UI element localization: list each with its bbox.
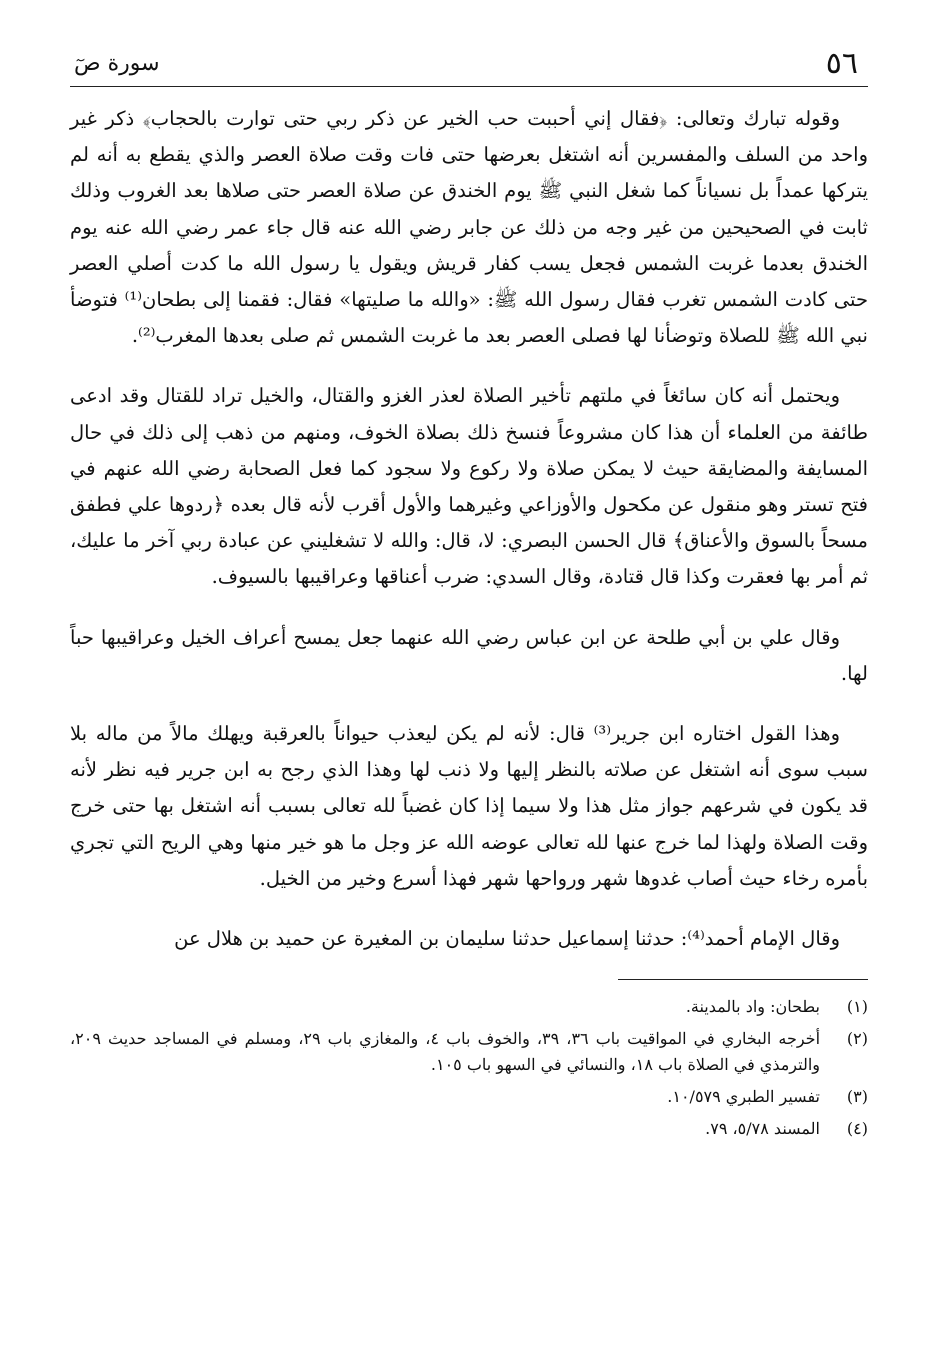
book-page [70, 40, 868, 1340]
main-text [70, 101, 868, 957]
footnote-text: المسند ٥/٧٨، ٧٩. [705, 1119, 820, 1139]
paragraph-5: وقال الإمام أحمد⁽⁴⁾: حدثنا إسماعيل حدثنا سليمان بن المغيرة عن حميد بن هلال عن [174, 927, 840, 951]
page-header [70, 40, 868, 87]
footnote-3 [70, 1084, 868, 1110]
page-number: ٥٦ [825, 46, 858, 81]
footnotes [70, 994, 868, 1142]
paragraph-4: وهذا القول اختاره ابن جرير⁽³⁾ قال: لأنه لم يكن ليعذب حيواناً بالعرقبة ويهلك مالاً من ماله بلا سبب سوى أنه اشتغل عن صلاته بالنظر إليها ولا ذنب لها وهذا الذي رجح به ابن جرير فيه نظر لأنه قد يكون في شرعهم جواز مثل هذا ولا سيما إذا كان غضباً لله تعالى بسبب أنه اشتغل بها حتى خرج وقت الصلاة ولهذا لما خرج عنها لله تعالى عوضه الله عز وجل ما هو خير منها وهي الريح التي تجري بأمره رخاء حيث أصاب غدوها شهر ورواحها شهر فهذا أسرع وخير من الخيل. [70, 722, 868, 890]
paragraph-1: وقوله تبارك وتعالى: ﴿فقال إني أحببت حب الخير عن ذكر ربي حتى توارت بالحجاب﴾ ذكر غير واحد من السلف والمفسرين أنه اشتغل بعرضها حتى فات وقت صلاة العصر والذي يقطع به أنه لم يتركها عمداً بل نسياناً كما شغل النبي ﷺ يوم الخندق عن صلاة العصر حتى صلاها بعد الغروب وذلك ثابت في الصحيحين من غير وجه من ذلك عن جابر رضي الله عنه قال جاء عمر رضي الله عنه يوم الخندق بعدما غربت الشمس فجعل يسب كفار قريش ويقول يا رسول الله ما كدت أصلي العصر حتى كادت الشمس تغرب فقال رسول الله ﷺ: «والله ما صليتها» فقال: فقمنا إلى بطحان⁽¹⁾ فتوضأ نبي الله ﷺ للصلاة وتوضأنا لها فصلى العصر بعد ما غربت الشمس ثم صلى بعدها المغرب⁽²⁾. [70, 107, 868, 348]
footnote-text: تفسير الطبري ١٠/٥٧٩. [667, 1087, 820, 1107]
running-title: سورة صٓ [74, 51, 160, 76]
footnote-4 [70, 1116, 868, 1142]
paragraph-2: ويحتمل أنه كان سائغاً في ملتهم تأخير الصلاة لعذر الغزو والقتال، والخيل تراد للقتال وقد ادعى طائفة من العلماء أن هذا كان مشروعاً فنسخ ذلك بصلاة الخوف، ومنهم من ذهب إلى ذلك في حال المسايفة والمضايقة حيث لا يمكن صلاة ولا ركوع ولا سجود كما فعل الصحابة رضي الله عنهم في فتح تستر وهو منقول عن مكحول والأوزاعي وغيرهما والأول أقرب لأنه قال بعده ﴿ردوها علي فطفق مسحاً بالسوق والأعناق﴾ قال الحسن البصري: لا، قال: والله لا تشغليني عن عبادة ربي آخر ما عليك، ثم أمر بها فعقرت وكذا قال قتادة، وقال السدي: ضرب أعناقها وعراقيبها بالسيوف. [70, 384, 868, 589]
footnote-number: (٢) [846, 1029, 868, 1049]
footnote-number: (٣) [846, 1087, 868, 1107]
paragraph-3: وقال علي بن أبي طلحة عن ابن عباس رضي الله عنهما جعل يمسح أعراف الخيل وعراقيبها حباً لها. [70, 625, 868, 685]
footnote-2 [70, 1026, 868, 1078]
footnote-1 [70, 994, 868, 1020]
footnote-number: (٤) [846, 1119, 868, 1139]
footnote-number: (١) [846, 997, 868, 1017]
footnote-separator [618, 979, 868, 980]
footnote-text: أخرجه البخاري في المواقيت باب ٣٦، ٣٩، والخوف باب ٤، والمغازي باب ٢٩، ومسلم في المساجد حديث ٢٠٩، والترمذي في الصلاة باب ١٨، والنسائي في السهو باب ١٠٥. [70, 1029, 821, 1075]
footnote-text: بطحان: واد بالمدينة. [685, 997, 820, 1017]
